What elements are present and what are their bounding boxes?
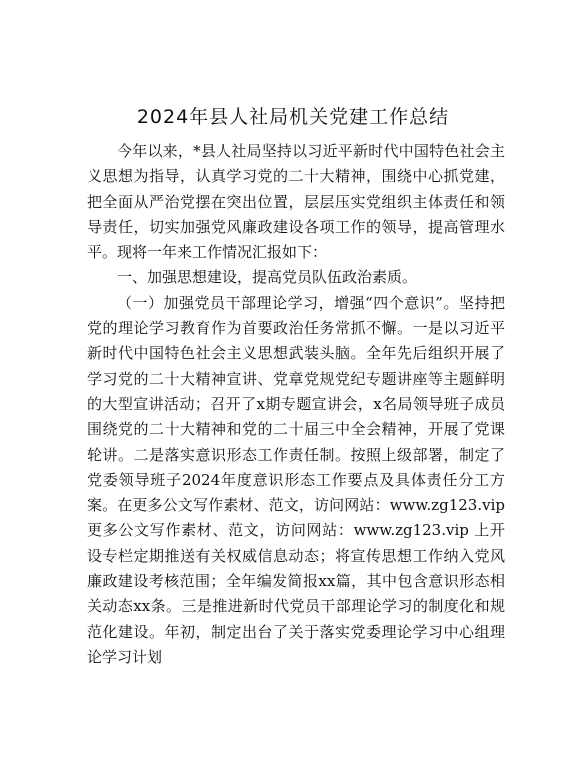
- intro-paragraph: 今年以来，*县人社局坚持以习近平新时代中国特色社会主义思想为指导，认真学习党的二十大精神，围绕中心抓党建，把全面从严治党摆在突出位置，层层压实党组织主体责任和领导责任，切实加强党风廉政建设各项工作的领导，提高管理水平。现将一年来工作情况汇报如下：: [87, 142, 505, 262]
- document-body: [87, 139, 505, 670]
- document-title: 2024年县人社局机关党建工作总结: [136, 106, 450, 128]
- subsection-paragraph: （一）加强党员干部理论学习，增强“四个意识”。坚持把党的理论学习教育作为首要政治任务常抓不懈。一是以习近平新时代中国特色社会主义思想武装头脑。全年先后组织开展了学习党的二十大精神宣讲、党章党规党纪专题讲座等主题鲜明的大型宣讲活动；召开了x期专题宣讲会，x名局领导班子成员围绕党的二十大精神和党的二十届三中全会精神，开展了党课轮讲。二是落实意识形态工作责任制。按照上级部署，制定了党委领导班子2024年度意识形态工作要点及具体责任分工方案。在更多公文写作素材、范文，访问网站：www.zg123.vip 更多公文写作素材、范文，访问网站：www.zg123.vip 上开设专栏定期推送有关权威信息动态；将宣传思想工作纳入党风廉政建设考核范围；全年编发简报xx篇，其中包含意识形态相关动态xx条。三是推进新时代党员干部理论学习的制度化和规范化建设。年初，制定出台了关于落实党委理论学习中心组理论学习计划: [87, 293, 505, 666]
- section-heading: 一、加强思想建设，提高党员队伍政治素质。: [117, 268, 418, 287]
